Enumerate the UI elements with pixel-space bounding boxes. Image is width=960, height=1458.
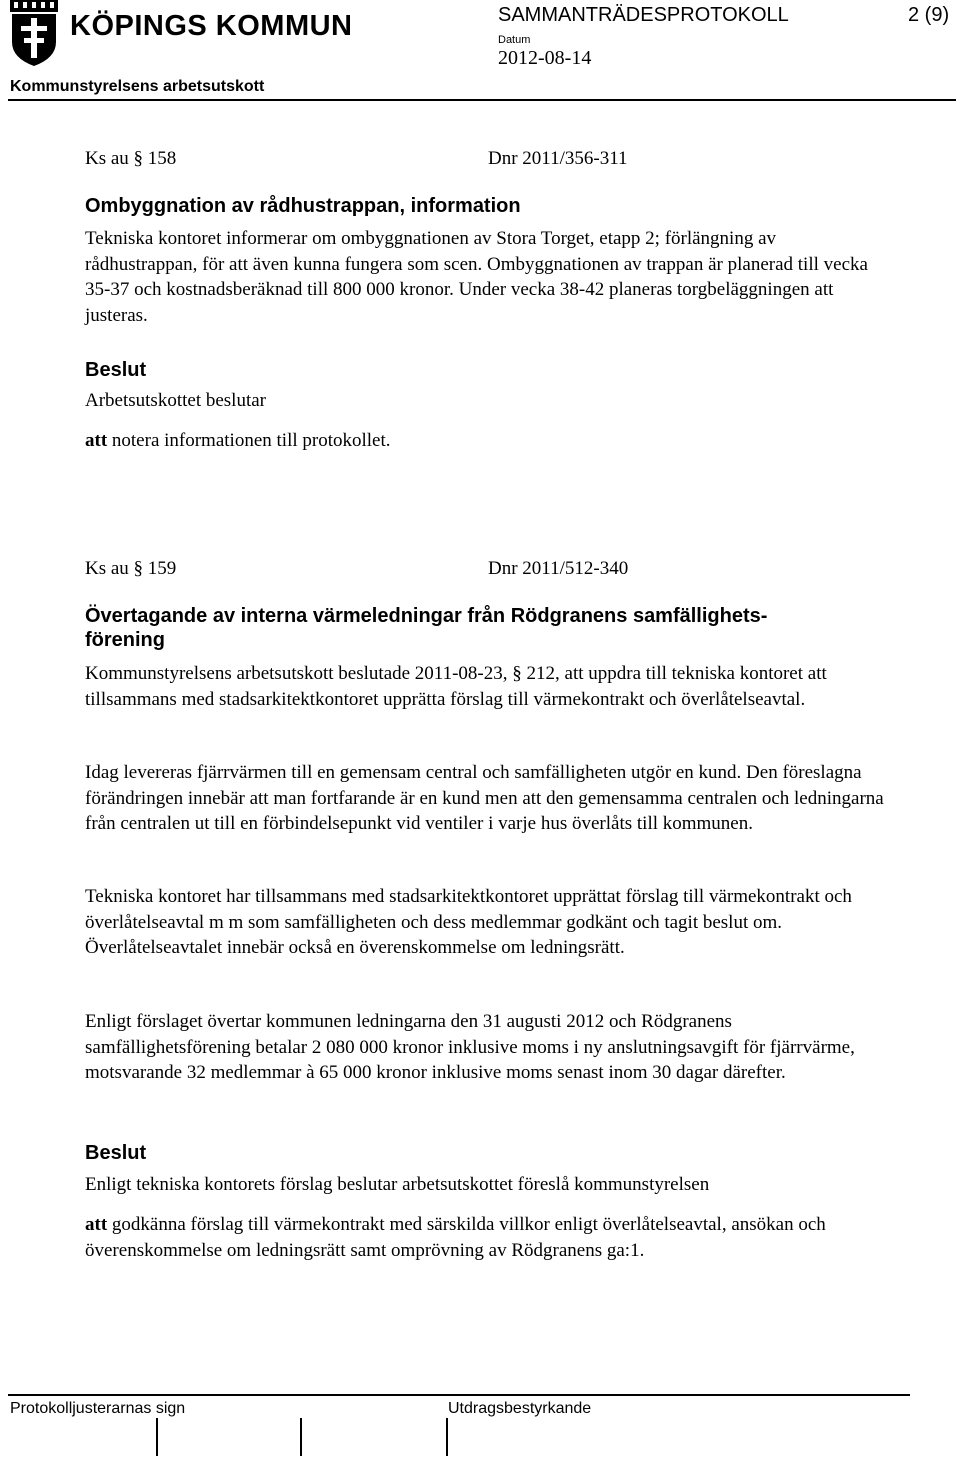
footer-divider xyxy=(8,1394,910,1396)
document-type: SAMMANTRÄDESPROTOKOLL xyxy=(498,4,789,26)
dnr-158: Dnr 2011/356-311 xyxy=(488,148,628,169)
decision-158 xyxy=(85,430,391,452)
decision-text-159: godkänna förslag till värmekontrakt med särskilda villkor enligt överlåtelseavtal, ansökan och överenskommelse om ledningsrätt samt omprövning av Rödgranens ga:1. xyxy=(85,1214,826,1261)
certified-label: Utdragsbestyrkande xyxy=(448,1400,592,1417)
decision-intro-158: Arbetsutskottet beslutar xyxy=(85,390,266,411)
decision-att-159: att xyxy=(85,1214,108,1235)
decision-heading-158: Beslut xyxy=(85,359,147,381)
municipality-coat-of-arms-logo xyxy=(10,0,58,66)
signatures-label: Protokolljusterarnas sign xyxy=(10,1400,186,1417)
department-name: Kommunstyrelsens arbetsutskott xyxy=(10,78,265,95)
title-158: Ombyggnation av rådhustrappan, information xyxy=(85,195,521,217)
decision-text-158: notera informationen till protokollet. xyxy=(111,430,391,451)
signature-field-divider xyxy=(446,1418,448,1456)
paragraph-159-1: Kommunstyrelsens arbetsutskott beslutade 2011-08-23, § 212, att uppdra till tekniska kontoret att tillsammans med stadsarkitektkontoret upprätta förslag till värmekontrakt och överlåtelseavtal. xyxy=(85,663,827,710)
title-159-line2: förening xyxy=(85,629,165,651)
decision-heading-159: Beslut xyxy=(85,1142,147,1164)
case-number-159: Ks au § 159 xyxy=(85,558,177,579)
decision-att-158: att xyxy=(85,430,108,451)
page-number: 2 (9) xyxy=(908,4,950,26)
paragraph-159-3: Tekniska kontoret har tillsammans med stadsarkitektkontoret upprättat förslag till värmekontrakt och överlåtelseavtal m m som samfälligheten och dess medlemmar godkänt och tagit beslut om. Överlåtelseavtalet innebär också en överenskommelse om ledningsrätt. xyxy=(85,886,852,958)
decision-intro-159: Enligt tekniska kontorets förslag beslutar arbetsutskottet föreslå kommunstyrelsen xyxy=(85,1174,710,1195)
title-159-line1: Övertagande av interna värmeledningar från Rödgranens samfällighets- xyxy=(85,605,768,627)
header-divider xyxy=(8,99,956,101)
paragraph-159-2: Idag levereras fjärrvärmen till en gemensam central och samfälligheten utgör en kund. Den föreslagna förändringen innebär att man fortfarande är en kund men att den gemensamma centralen och ledningarna från centralen ut till en förbindelsepunkt vid ventiler i varje hus överlåts till kommunen. xyxy=(85,762,884,834)
municipality-name: KÖPINGS KOMMUN xyxy=(70,10,353,42)
body-158: Tekniska kontoret informerar om ombyggnationen av Stora Torget, etapp 2; förlängning av rådhustrappan, för att även kunna fungera som scen. Ombyggnationen av trappan är planerad till vecka 35-37 och kostnadsberäknad till 800 000 kronor. Under vecka 38-42 planeras torgbeläggningen att justeras. xyxy=(85,228,868,326)
date-label: Datum xyxy=(498,34,531,46)
date-value: 2012-08-14 xyxy=(498,47,592,69)
signature-field-divider xyxy=(300,1418,302,1456)
case-number-158: Ks au § 158 xyxy=(85,148,177,169)
signature-field-divider xyxy=(156,1418,158,1456)
dnr-159: Dnr 2011/512-340 xyxy=(488,558,629,579)
decision-159 xyxy=(85,1212,875,1263)
paragraph-159-4: Enligt förslaget övertar kommunen ledningarna den 31 augusti 2012 och Rödgranens samfällighetsförening betalar 2 080 000 kronor inklusive moms i ny anslutningsavgift för fjärrvärme, motsvarande 32 medlemmar à 65 000 kronor inklusive moms senast inom 30 dagar därefter. xyxy=(85,1011,855,1083)
